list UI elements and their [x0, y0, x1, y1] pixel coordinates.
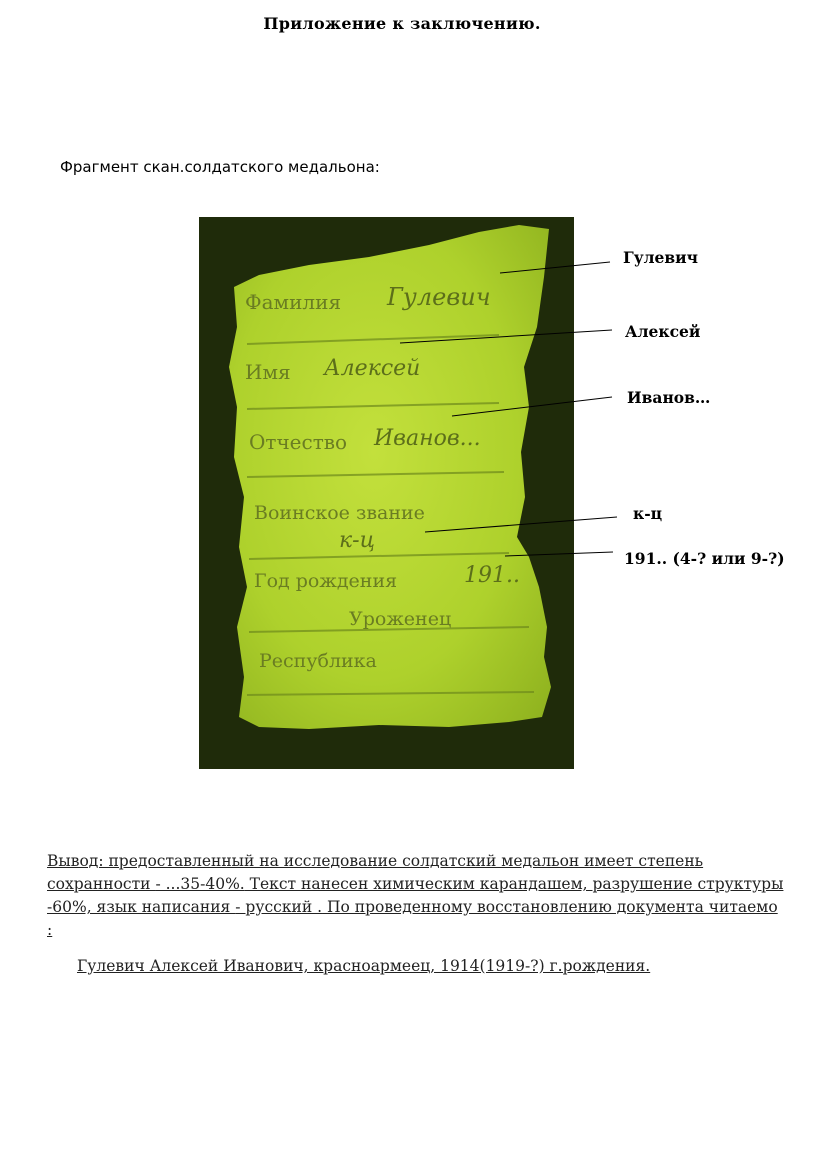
conclusion-part-1: Вывод: предоставленный на исследование солдатский медальон имеет степень сохранности: [47, 852, 704, 893]
printed-respublika: Республика: [259, 650, 377, 672]
printed-urozhenets: Уроженец: [349, 608, 452, 630]
page-title: Приложение к заключению.: [263, 14, 541, 33]
printed-otchestvo: Отчество: [249, 430, 348, 454]
conclusion-part-2: - ...35-40%.: [155, 875, 245, 893]
handwritten-patronymic: Иванов...: [374, 426, 481, 451]
scan-caption: Фрагмент скан.солдатского медальона:: [60, 158, 380, 176]
annotation-rank: к-ц: [633, 504, 663, 523]
printed-zvanie: Воинское звание: [254, 502, 425, 524]
printed-god: Год рождения: [254, 570, 398, 592]
conclusion-part-4: -60%, язык написания: [47, 898, 236, 916]
conclusion-part-5: - русский .: [235, 898, 323, 916]
handwritten-rank: к-ц: [339, 528, 375, 553]
handwritten-name: Алексей: [324, 356, 421, 381]
annotation-name: Алексей: [625, 322, 701, 341]
handwritten-year: 191..: [464, 563, 520, 588]
annotation-patronymic: Иванов…: [627, 388, 711, 407]
handwritten-surname: Гулевич: [387, 283, 491, 311]
conclusion-part-6: По проведенному восстановлению документа читаемо :: [47, 898, 778, 939]
printed-familia: Фамилия: [245, 290, 342, 314]
printed-imya: Имя: [245, 360, 291, 384]
conclusion-paragraph: [47, 850, 787, 942]
annotation-surname: Гулевич: [623, 248, 699, 267]
reconstruction-result: Гулевич Алексей Иванович, красноармеец, 1914(1919-?) г.рождения.: [77, 957, 651, 975]
annotation-birth-year: 191.. (4-? или 9-?): [624, 549, 785, 568]
conclusion-part-3: Текст нанесен химическим карандашем, разрушение структуры: [244, 875, 784, 893]
